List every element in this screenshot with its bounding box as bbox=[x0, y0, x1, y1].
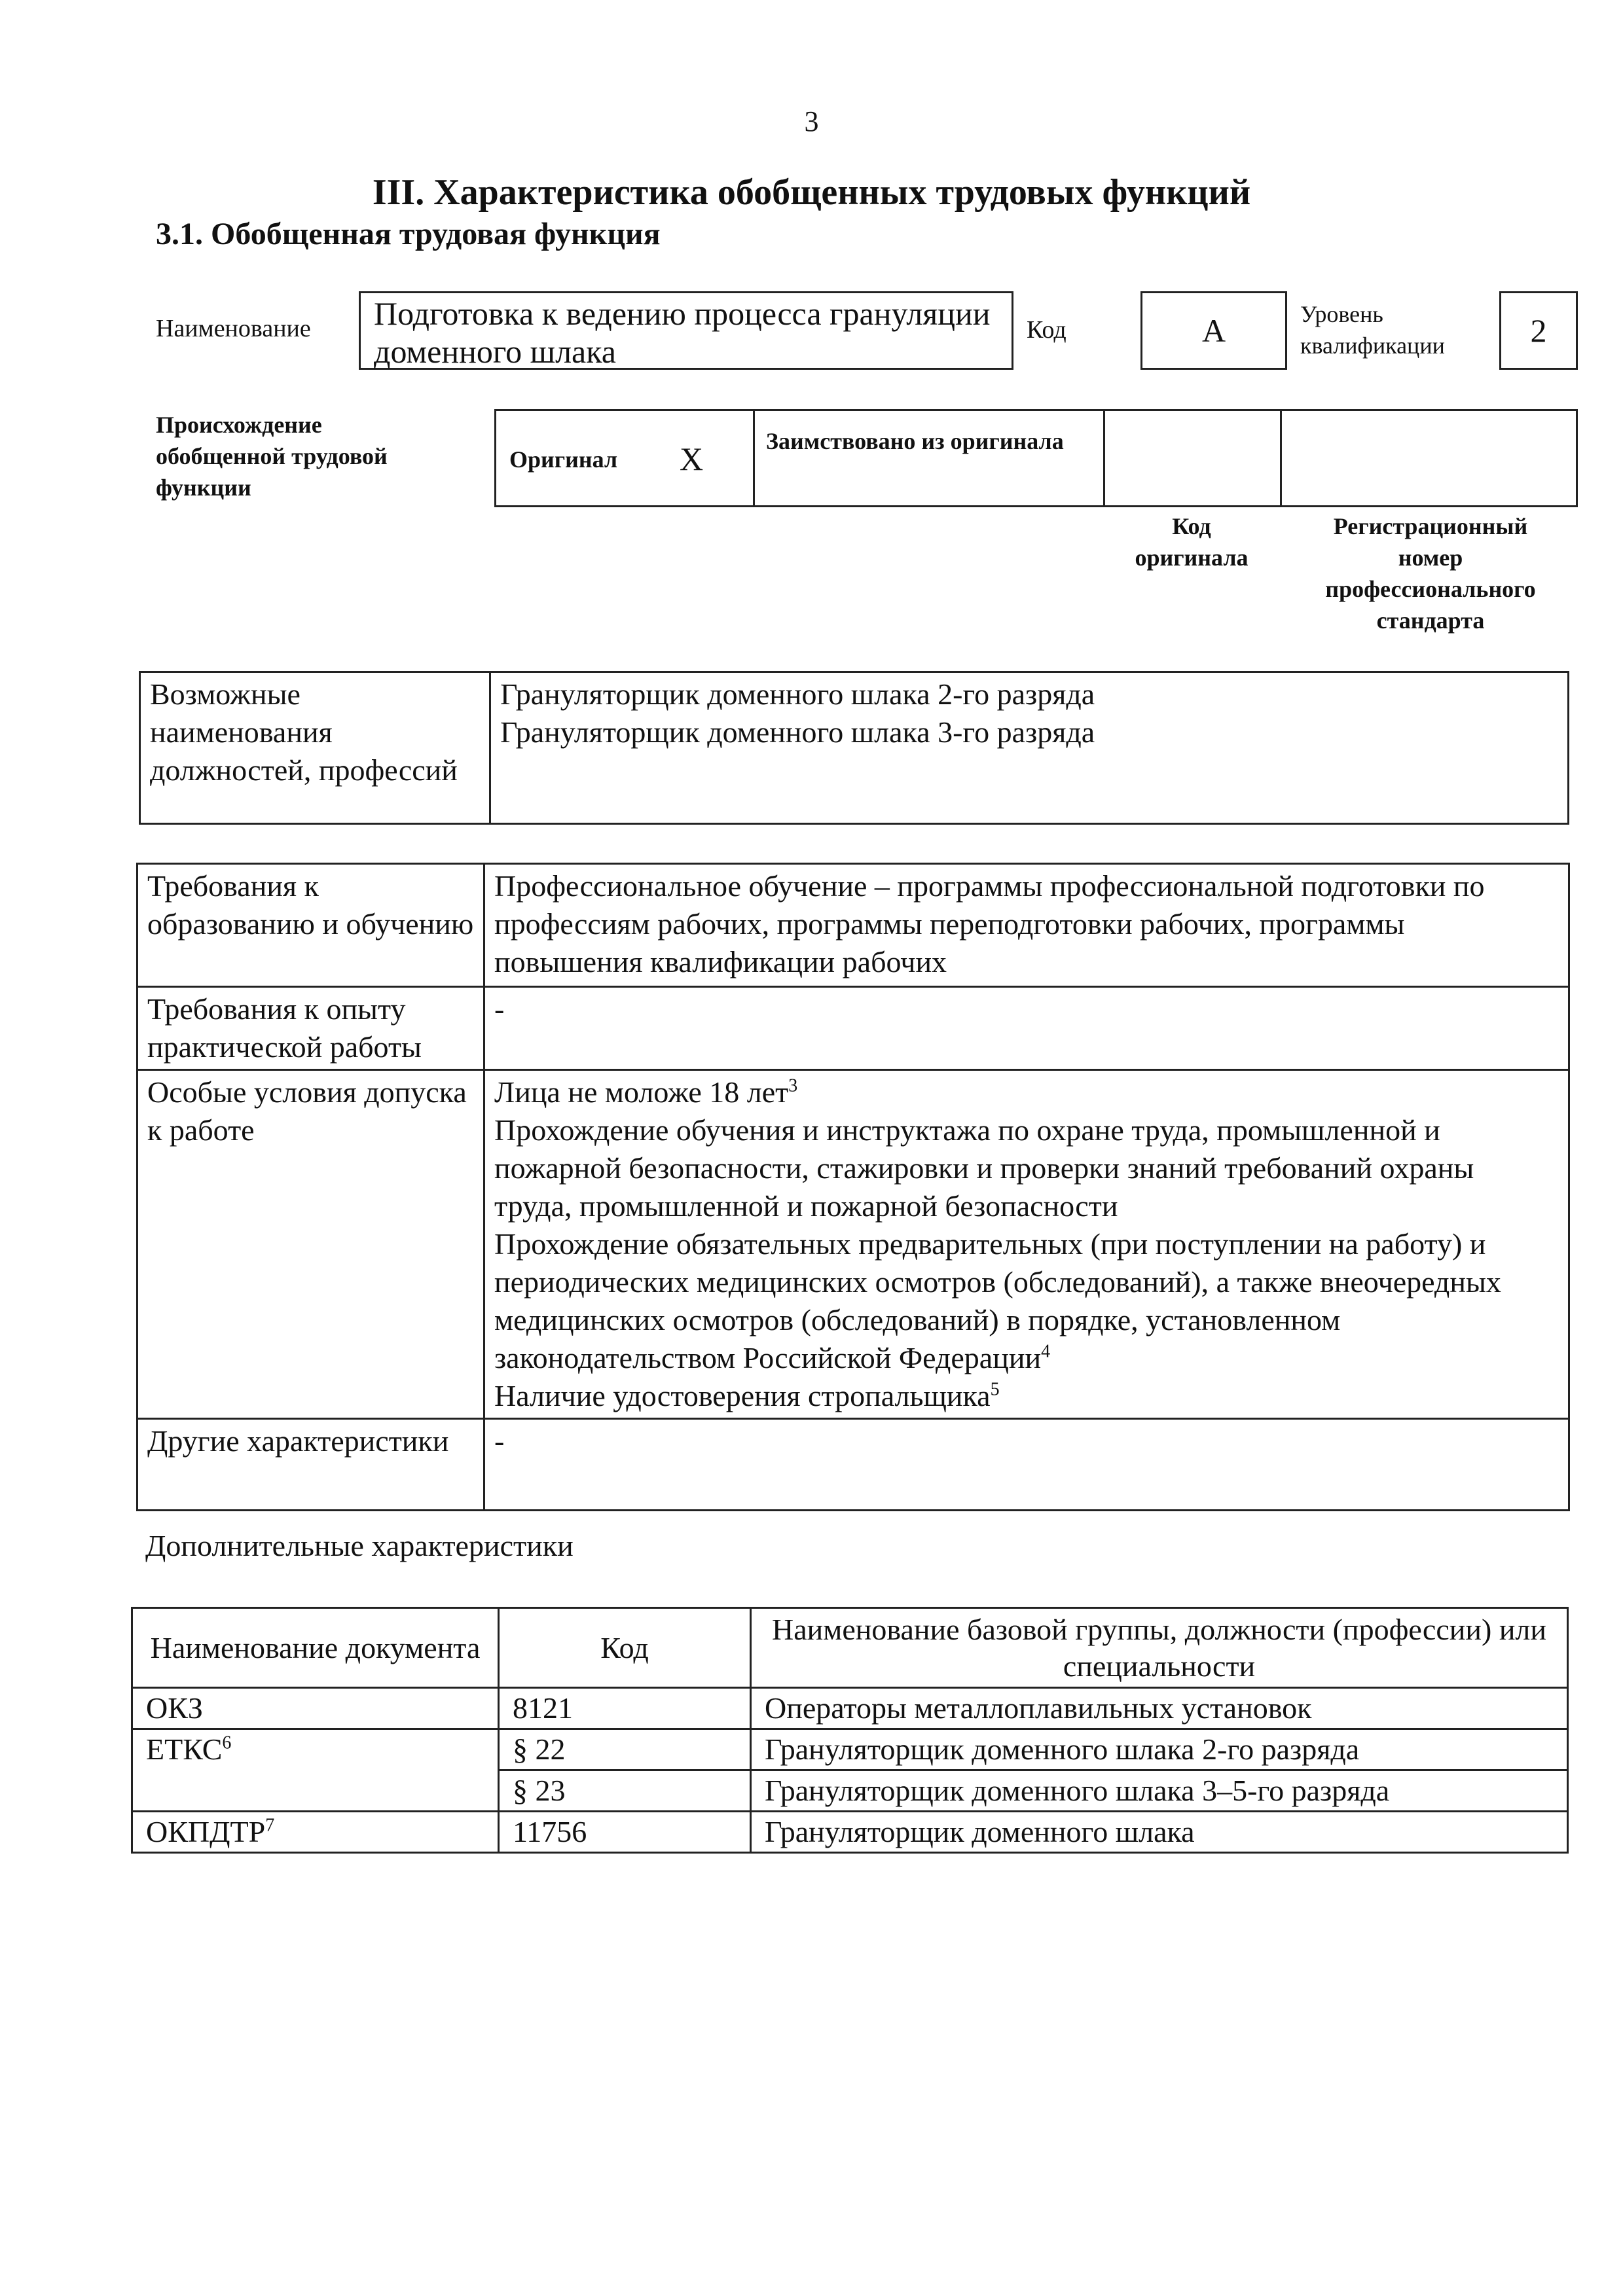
condition-item: Прохождение обучения и инструктажа по охране труда, промышленной и пожарной безопасности, стажировки и проверки знаний требований охраны труда, промышленной и пожарной безопасности bbox=[494, 1113, 1474, 1223]
code-label: Код bbox=[1027, 316, 1067, 344]
condition-item: Наличие удостоверения стропальщика$^5$ bbox=[494, 1379, 1000, 1412]
conditions-label: Особые условия допуска к работе bbox=[137, 1070, 484, 1419]
table-row bbox=[132, 1812, 1568, 1853]
origin-divider-3 bbox=[1280, 409, 1282, 507]
conditions-value bbox=[484, 1070, 1569, 1419]
row-doc: ЕТКС$^6$ bbox=[132, 1729, 499, 1812]
header-doc: Наименование документа bbox=[132, 1608, 499, 1688]
level-label: Уровень квалификации bbox=[1300, 301, 1445, 359]
row-name: Грануляторщик доменного шлака 3–5-го разряда bbox=[751, 1770, 1568, 1812]
level-value: 2 bbox=[1530, 312, 1547, 349]
function-name-box bbox=[359, 291, 1013, 370]
name-label: Наименование bbox=[156, 315, 311, 342]
page-number: 3 bbox=[804, 105, 819, 137]
footnote-mark: 5 bbox=[990, 1379, 1000, 1400]
row-code: § 22 bbox=[499, 1729, 751, 1770]
table-row bbox=[132, 1688, 1568, 1729]
row-doc: ОКЗ bbox=[132, 1688, 499, 1729]
function-code-value: A bbox=[1201, 312, 1226, 349]
additional-table bbox=[131, 1607, 1569, 1854]
row-doc: ОКПДТР$^7$ bbox=[132, 1812, 499, 1853]
footnote-mark: 6 bbox=[222, 1732, 232, 1753]
education-value: Профессиональное обучение – программы профессиональной подготовки по профессиям рабочих, программы переподготовки рабочих, программы повышения квалификации рабочих bbox=[484, 864, 1569, 987]
experience-value: - bbox=[484, 987, 1569, 1070]
requirements-table bbox=[136, 863, 1570, 1511]
original-mark: X bbox=[680, 440, 704, 477]
subsection-title: 3.1. Обобщенная трудовая функция bbox=[156, 217, 661, 251]
row-code: 8121 bbox=[499, 1688, 751, 1729]
original-code-caption: Код оригинала bbox=[1135, 513, 1249, 571]
additional-title: Дополнительные характеристики bbox=[145, 1529, 574, 1562]
footnote-mark: 4 bbox=[1041, 1341, 1051, 1362]
footnote-mark: 3 bbox=[788, 1075, 798, 1096]
header-name: Наименование базовой группы, должности (профессии) или специальности bbox=[751, 1608, 1568, 1688]
row-name: Грануляторщик доменного шлака bbox=[751, 1812, 1568, 1853]
condition-item: Прохождение обязательных предварительных (при поступлении на работу) и периодических медицинских осмотров (обследований), а также внеочередных медицинских осмотров (обследований) в порядке, установленном законодательством Российской Федерации$^4$ bbox=[494, 1227, 1501, 1374]
origin-divider-1 bbox=[753, 409, 755, 507]
header-code: Код bbox=[499, 1608, 751, 1688]
experience-label: Требования к опыту практической работы bbox=[137, 987, 484, 1070]
original-label: Оригинал bbox=[509, 446, 618, 473]
row-code: 11756 bbox=[499, 1812, 751, 1853]
reg-number-caption: Регистрационный номер профессионального стандарта bbox=[1325, 513, 1536, 634]
positions-values bbox=[490, 672, 1569, 824]
positions-label: Возможные наименования должностей, профессий bbox=[140, 672, 490, 824]
other-label: Другие характеристики bbox=[137, 1419, 484, 1511]
origin-box bbox=[494, 409, 1578, 507]
level-box bbox=[1499, 291, 1578, 370]
footnote-mark: 7 bbox=[265, 1815, 275, 1836]
function-code-box bbox=[1140, 291, 1287, 370]
positions-table bbox=[139, 671, 1569, 825]
section-title: III. Характеристика обобщенных трудовых функций bbox=[372, 172, 1251, 213]
origin-label: Происхождение обобщенной трудовой функции bbox=[156, 412, 388, 501]
function-name-value: Подготовка к ведению процесса грануляции доменного шлака bbox=[374, 295, 991, 370]
borrowed-label: Заимствовано из оригинала bbox=[766, 428, 1064, 454]
other-value: - bbox=[484, 1419, 1569, 1511]
row-name: Грануляторщик доменного шлака 2-го разряда bbox=[751, 1729, 1568, 1770]
table-row bbox=[132, 1729, 1568, 1770]
row-code: § 23 bbox=[499, 1770, 751, 1812]
position-item: Грануляторщик доменного шлака 2-го разряда bbox=[500, 677, 1095, 711]
education-label: Требования к образованию и обучению bbox=[137, 864, 484, 987]
condition-item: Лица не моложе 18 лет$^3$ bbox=[494, 1075, 798, 1109]
position-item: Грануляторщик доменного шлака 3-го разряда bbox=[500, 715, 1095, 749]
row-name: Операторы металлоплавильных установок bbox=[751, 1688, 1568, 1729]
origin-divider-2 bbox=[1103, 409, 1105, 507]
